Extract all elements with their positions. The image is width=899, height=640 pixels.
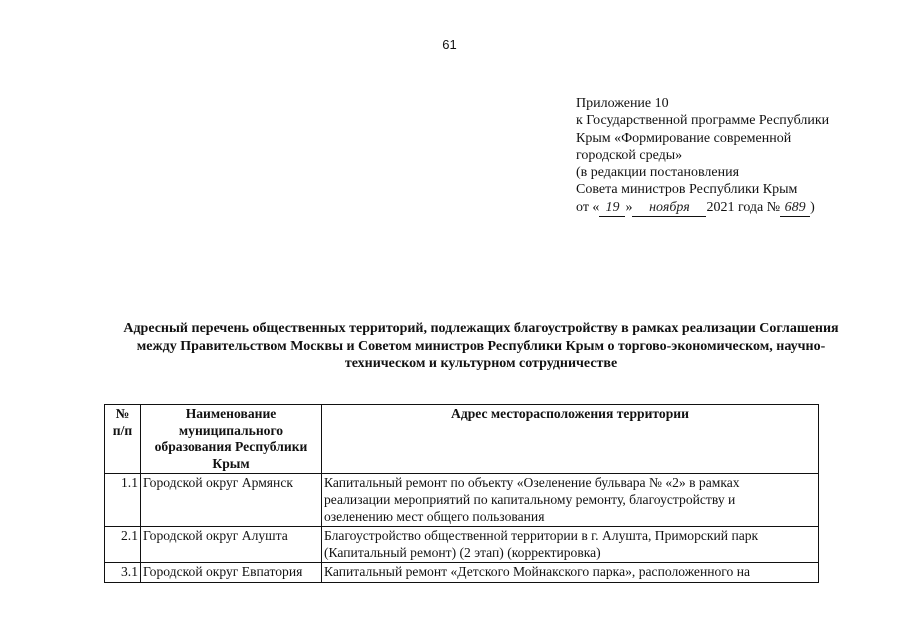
territories-table <box>104 404 819 583</box>
row-address <box>322 474 819 527</box>
address-line: озеленению мест общего пользования <box>324 508 545 524</box>
table-row <box>105 527 819 563</box>
address-line: реализации мероприятий по капитальному ремонту, благоустройству и <box>324 491 736 507</box>
row-number: 1.1 <box>105 474 141 527</box>
row-municipality: Городской округ Евпатория <box>141 563 322 583</box>
table-row <box>105 474 819 527</box>
table-header-row <box>105 405 819 474</box>
address-line: Капитальный ремонт по объекту «Озеленение бульвара № «2» в рамках <box>324 475 740 491</box>
header-municipality-line: Наименование <box>185 406 277 421</box>
appendix-line: (в редакции постановления <box>576 165 740 181</box>
title-line: между Правительством Москвы и Советом министров Республики Крым о торгово-экономическом, научно- <box>136 338 826 354</box>
year-text: 2021 года № <box>706 199 781 215</box>
address-line: Капитальный ремонт «Детского Мойнакского парка», расположенного на <box>324 564 751 580</box>
date-suffix: ) <box>810 199 815 215</box>
header-municipality-line: муниципального <box>178 422 284 438</box>
address-line: (Капитальный ремонт) (2 этап) (корректировка) <box>324 544 601 560</box>
appendix-line: городской среды» <box>576 147 683 163</box>
row-address <box>322 563 819 583</box>
appendix-line: к Государственной программе Республики <box>576 113 830 129</box>
row-address <box>322 527 819 563</box>
title-line: техническом и культурном сотрудничестве <box>344 356 618 371</box>
table-row <box>105 563 819 583</box>
row-number: 2.1 <box>105 527 141 563</box>
appendix-line: Совета министров Республики Крым <box>576 182 798 198</box>
document-title <box>86 320 876 373</box>
date-prefix: от « <box>576 199 600 215</box>
appendix-line: Крым «Формирование современной <box>576 130 792 146</box>
row-number: 3.1 <box>105 563 141 583</box>
header-number-line: № <box>115 406 130 421</box>
header-number-line: п/п <box>112 422 133 438</box>
appendix-line: Приложение 10 <box>576 96 669 111</box>
handwritten-month: ноября <box>632 199 706 217</box>
header-municipality <box>141 405 322 474</box>
handwritten-day: 19 <box>599 199 625 217</box>
row-municipality: Городской округ Армянск <box>141 474 322 527</box>
handwritten-doc-number: 689 <box>780 199 810 217</box>
appendix-block <box>576 95 876 217</box>
address-line: Благоустройство общественной территории в г. Алушта, Приморский парк <box>324 528 759 544</box>
page-number: 61 <box>442 37 457 52</box>
resolution-date-line <box>576 199 876 217</box>
header-municipality-line: образования Республики <box>154 439 308 455</box>
date-mid: » <box>625 199 633 215</box>
header-municipality-line: Крым <box>212 455 250 471</box>
title-line: Адресный перечень общественных территорий, подлежащих благоустройству в рамках реализации Соглашения <box>123 321 839 336</box>
row-municipality: Городской округ Алушта <box>141 527 322 563</box>
header-address: Адрес месторасположения территории <box>322 405 819 474</box>
header-number <box>105 405 141 474</box>
